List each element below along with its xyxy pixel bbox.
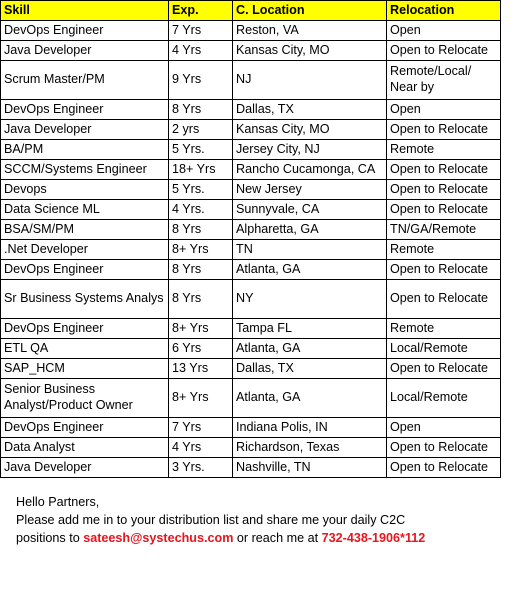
cell-relocation: Remote [387,319,501,339]
cell-relocation: Open [387,418,501,438]
cell-experience: 4 Yrs [169,438,233,458]
cell-experience: 5 Yrs. [169,180,233,200]
cell-location: Nashville, TN [233,458,387,478]
cell-location: Jersey City, NJ [233,140,387,160]
table-body [1,21,501,478]
cell-experience: 4 Yrs [169,41,233,61]
cell-skill: Data Analyst [1,438,169,458]
table-row [1,61,501,100]
cell-relocation: Local/Remote [387,379,501,418]
cell-relocation: Local/Remote [387,339,501,359]
cell-location: NJ [233,61,387,100]
cell-experience: 13 Yrs [169,359,233,379]
cell-skill: BA/PM [1,140,169,160]
cell-skill: DevOps Engineer [1,21,169,41]
table-row [1,160,501,180]
cell-location: New Jersey [233,180,387,200]
cell-skill: Data Science ML [1,200,169,220]
cell-experience: 7 Yrs [169,21,233,41]
table-row [1,21,501,41]
table-row [1,458,501,478]
cell-skill: Scrum Master/PM [1,61,169,100]
cell-location: Richardson, Texas [233,438,387,458]
cell-skill: DevOps Engineer [1,418,169,438]
table-row [1,180,501,200]
header-relocation: Relocation [387,1,501,21]
cell-location: Atlanta, GA [233,379,387,418]
cell-location: Atlanta, GA [233,260,387,280]
table-row [1,41,501,61]
cell-experience: 18+ Yrs [169,160,233,180]
cell-experience: 5 Yrs. [169,140,233,160]
table-row [1,100,501,120]
cell-skill: SAP_HCM [1,359,169,379]
table-row [1,319,501,339]
cell-experience: 8+ Yrs [169,240,233,260]
cell-relocation: Remote [387,240,501,260]
table-row [1,379,501,418]
cell-experience: 7 Yrs [169,418,233,438]
cell-skill: SCCM/Systems Engineer [1,160,169,180]
cell-relocation: Open to Relocate [387,280,501,319]
table-row [1,120,501,140]
table-row [1,280,501,319]
cell-relocation: Open to Relocate [387,438,501,458]
cell-relocation: Open to Relocate [387,41,501,61]
cell-skill: ETL QA [1,339,169,359]
cell-relocation: Remote/Local/ Near by [387,61,501,100]
table-row [1,220,501,240]
cell-location: Dallas, TX [233,359,387,379]
cell-relocation: Open to Relocate [387,120,501,140]
cell-location: Sunnyvale, CA [233,200,387,220]
cell-experience: 3 Yrs. [169,458,233,478]
table-row [1,418,501,438]
cell-relocation: Open to Relocate [387,359,501,379]
cell-skill: Java Developer [1,41,169,61]
cell-location: Kansas City, MO [233,41,387,61]
table-row [1,339,501,359]
contact-prefix: positions to [16,531,80,545]
email-link[interactable]: sateesh@systechus.com [83,531,234,545]
cell-experience: 2 yrs [169,120,233,140]
cell-skill: Java Developer [1,120,169,140]
cell-location: Reston, VA [233,21,387,41]
cell-relocation: Open [387,100,501,120]
contact-line [16,529,506,547]
cell-location: Alpharetta, GA [233,220,387,240]
cell-relocation: Open to Relocate [387,458,501,478]
table-row [1,140,501,160]
cell-location: Rancho Cucamonga, CA [233,160,387,180]
cell-location: NY [233,280,387,319]
cell-skill: Devops [1,180,169,200]
contact-middle: or reach me at [236,531,319,545]
cell-experience: 8+ Yrs [169,379,233,418]
cell-location: Indiana Polis, IN [233,418,387,438]
cell-skill: DevOps Engineer [1,260,169,280]
header-skill: Skill [1,1,169,21]
cell-skill: Java Developer [1,458,169,478]
cell-experience: 6 Yrs [169,339,233,359]
table-row [1,438,501,458]
cell-experience: 4 Yrs. [169,200,233,220]
cell-location: Atlanta, GA [233,339,387,359]
table-row [1,200,501,220]
table-row [1,260,501,280]
cell-relocation: Remote [387,140,501,160]
cell-relocation: Open to Relocate [387,260,501,280]
cell-skill: DevOps Engineer [1,319,169,339]
cell-skill: BSA/SM/PM [1,220,169,240]
cell-experience: 9 Yrs [169,61,233,100]
header-current-location: C. Location [233,1,387,21]
cell-skill: .Net Developer [1,240,169,260]
contact-message [16,493,506,547]
cell-location: Dallas, TX [233,100,387,120]
cell-location: Kansas City, MO [233,120,387,140]
table-row [1,359,501,379]
cell-location: Tampa FL [233,319,387,339]
cell-location: TN [233,240,387,260]
table-row [1,240,501,260]
greeting: Hello Partners, [16,495,100,509]
cell-experience: 8 Yrs [169,280,233,319]
cell-experience: 8+ Yrs [169,319,233,339]
cell-relocation: TN/GA/Remote [387,220,501,240]
cell-relocation: Open [387,21,501,41]
header-experience: Exp. [169,1,233,21]
request-line: Please add me in to your distribution list and share me your daily C2C [16,513,406,527]
cell-relocation: Open to Relocate [387,180,501,200]
cell-experience: 8 Yrs [169,100,233,120]
cell-skill: Senior Business Analyst/Product Owner [1,379,169,418]
cell-relocation: Open to Relocate [387,160,501,180]
cell-relocation: Open to Relocate [387,200,501,220]
cell-experience: 8 Yrs [169,260,233,280]
cell-skill: Sr Business Systems Analys [1,280,169,319]
cell-skill: DevOps Engineer [1,100,169,120]
table-header-row [1,1,501,21]
cell-experience: 8 Yrs [169,220,233,240]
phone-number[interactable]: 732-438-1906*112 [321,531,426,545]
